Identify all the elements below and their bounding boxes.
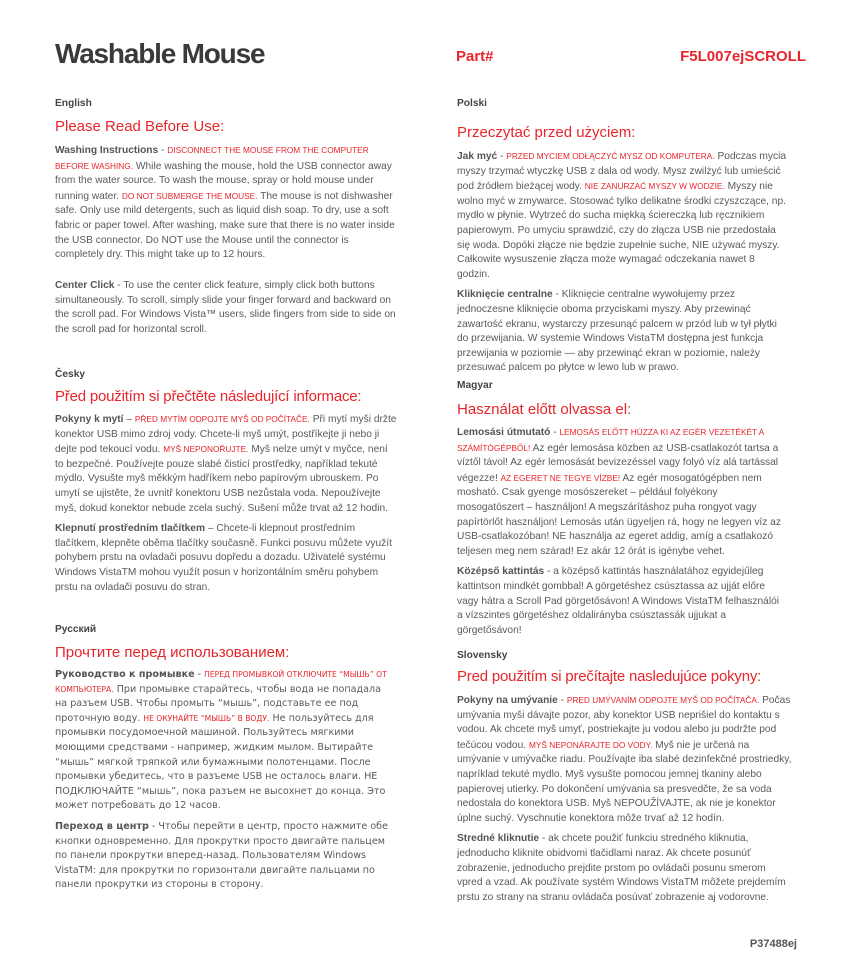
text: Myš nie je určená na umývanie v umývačke riadu. Používajte iba slabé dezinfekčné prostriedky, napríklad tekuté mydlo. Myš vysušte pomocou jemnej tkaniny alebo papierovej utierky. Po dokončení umývania sa presvedčte, že sa voda nedostala do konektora USB. Myš NEPOUŽÍVAJTE, ak nie je konektor úplne suchý. Vyschnutie konektora môže trvať až 12 hodín. (457, 739, 792, 824)
washing-instructions (55, 412, 397, 516)
warning: PŘED MYTÍM ODPOJTE MYŠ OD POČÍTAČE. (134, 414, 310, 424)
text: При промывке старайтесь, чтобы вода не попадала на разъем USB. Чтобы промыть “мышь”, подставьте ее под проточную воду. (55, 683, 382, 724)
text: While washing the mouse, hold the USB connector away from the water source. To wash the mouse, spray or hold mouse under running water. (55, 160, 392, 202)
text: Az egér mosogatógépben nem mosható. Csak gyenge mosószereket – például folyékony mosogatószert – használjon! A megszárításhoz puha rongyot vagy papírtörlőt használjon! Lemosás után ügyeljen rá, hogy ne legyen víz az USB-csatlakozóban! NE használja az egeret addig, amíg a csatlakozó teljesen meg nem szárad! Ez akár 12 órát is igénybe vehet. (457, 472, 781, 557)
text: Při mytí myši držte konektor USB mimo zdroj vody. Chcete-li myš umýt, postříkejte ji nebo ji dejte pod tekoucí vodu. (55, 414, 397, 456)
warning: AZ EGERET NE TEGYE VÍZBE! (500, 472, 621, 483)
separator: - (497, 151, 507, 162)
separator: - (557, 695, 567, 706)
warning: PRZED MYCIEM ODŁĄCZYĆ MYSZ OD KOMPUTERA. (506, 151, 715, 161)
label: Center Click (55, 280, 115, 291)
center-click (457, 832, 792, 905)
section-label-russian: Русский (55, 624, 97, 635)
section-heading-polish: Przeczytać przed użyciem: (457, 124, 636, 141)
warning: DO NOT SUBMERGE THE MOUSE. (121, 190, 258, 201)
section-label-english: English (55, 98, 92, 109)
separator: - (194, 669, 205, 680)
label: Руководство к промывке (55, 669, 195, 680)
label: Középső kattintás (457, 566, 545, 578)
label: Lemosási útmutató (457, 427, 551, 438)
section-body-czech (55, 412, 397, 601)
separator: – (123, 414, 135, 425)
section-label-czech: Česky (55, 369, 86, 380)
warning: DISCONNECT THE MOUSE FROM THE COMPUTER BEFORE WASHING. (55, 145, 369, 171)
separator: - (550, 427, 560, 438)
section-body-russian (55, 668, 390, 899)
section-body-hungarian (457, 425, 785, 644)
section-body-slovak (457, 693, 792, 911)
text: Myš nelze umýt v myčce, není to bezpečné. Používejte pouze slabé čisticí prostředky, například tekuté mýdlo. Vysušte myš měkkým hadříkem nebo papírovým ubrouskem. Po umytí se ujistěte, že uvnitř konektoru USB nezůstala voda. Nepoužívejte myš, dokud konektor nebude zcela suchý. Sušení může trvat až 12 hodin. (55, 444, 388, 514)
section-heading-slovak: Pred použitím si prečítajte nasledujúce pokyny: (457, 668, 762, 685)
label: Washing Instructions (55, 145, 159, 156)
section-body-english (55, 143, 400, 269)
section-heading-russian: Прочтите перед использованием: (55, 644, 290, 661)
text: - a középső kattintás használatához egyidejűleg kattintson mindkét gombbal! A görgetéshez csúsztassa az ujját előre vagy hátra a Scroll Pad görgetősávon! A Windows VistaTM felhasználói a vízszintes görgetéshez oldalirányba csúsztassák ujjukat a görgetősávon! (457, 566, 780, 636)
warning: LEMOSÁS ELŐTT HÚZZA KI AZ EGÉR VEZETÉKÉT A SZÁMÍTÓGÉPBŐL! (457, 427, 764, 453)
washing-instructions (457, 693, 792, 826)
part-label: Part# (456, 48, 494, 65)
text: Не пользуйтесь для промывки посудомоечной машиной. Пользуйтесь мягкими моющими средствами - например, жидким мылом. Вытирайте “мышь” мягкой тряпкой или бумажными полотенцами. После промывки убедитесь, что в разъеме USB не осталось влаги. НЕ ПОДКЛЮЧАЙТЕ “мышь”, пока разъем не высохнет до конца. Это может потребовать до 12 часов. (55, 712, 386, 812)
warning: NIE ZANURZAĆ MYSZY W WODZIE. (584, 181, 725, 192)
label: Stredné kliknutie (457, 833, 540, 845)
text: The mouse is not dishwasher safe. Only use mild detergents, such as liquid dish soap. To dry, use a soft fabric or paper towel. After washing, make sure that there is no water inside the USB connector. Do NOT use the Mouse until the connector is completely dry. This might take up to 12 hours. (55, 190, 395, 261)
section-body-polish (457, 149, 787, 382)
label: Pokyny k mytí (55, 414, 124, 425)
label: Переход в центр (55, 820, 149, 832)
section-label-polish: Polski (457, 98, 488, 109)
text: Počas umývania myši dávajte pozor, aby konektor USB neprišiel do kontaktu s vodou. Ak chcete myš umyť, postriekajte ju vodou alebo ju podržte pod tečúcou vodou. (457, 695, 791, 751)
section-heading-czech: Před použitím si přečtěte následující informace: (55, 388, 362, 405)
label: Pokyny na umývanie (457, 695, 558, 706)
label: Jak myć (457, 151, 498, 162)
section-heading-hungarian: Használat előtt olvassa el: (457, 401, 632, 418)
text: - To use the center click feature, simply click both buttons simultaneously. To scroll, simply slide your finger forward and backward on the scroll pad. For Windows Vista™ users, slide fingers from side to side on the scroll pad for horizontal scroll. (55, 280, 396, 335)
center-click (457, 288, 787, 376)
warning: НЕ ОКУНАЙТЕ “МЫШЬ” В ВОДУ. (143, 713, 270, 723)
section-body-english-2 (55, 279, 400, 343)
section-heading-english: Please Read Before Use: (55, 118, 225, 135)
warning: ПЕРЕД ПРОМЫВКОЙ ОТКЛЮЧИТЕ “МЫШЬ” ОТ КОМПЬЮТЕРА. (55, 670, 387, 694)
warning: MYŠ NEPONOŘUJTE. (163, 444, 249, 455)
label: Kliknięcie centralne (457, 289, 553, 301)
warning: MYŠ NEPONÁRAJTE DO VODY. (528, 739, 653, 750)
center-click (55, 820, 390, 893)
section-label-hungarian: Magyar (457, 380, 493, 391)
text: - Чтобы перейти в центр, просто нажмите обе кнопки одновременно. Для прокрутки просто двигайте пальцем по панели прокрутки вперед-назад. Пользователям Windows VistaTM: для прокрутки по горизонтали двигайте пальцами по панели прокрутки из стороны в сторону. (55, 820, 388, 891)
washing-instructions (55, 143, 400, 263)
label: Klepnutí prostředním tlačítkem (55, 523, 206, 535)
washing-instructions (457, 149, 787, 282)
text: Podczas mycia myszy trzymać wtyczkę USB z dala od wody. Mysz zwilżyć lub umieścić pod źródłem bieżącej wody. (457, 151, 786, 193)
warning: PRED UMÝVANÍM ODPOJTE MYŠ OD POČÍTAČA. (566, 695, 760, 705)
section-label-slovak: Slovensky (457, 650, 508, 661)
text: Myszy nie wolno myć w zmywarce. Stosować tylko delikatne środki czyszczące, np. mydło w płynie. Wytrzeć do sucha miękką ściereczką lub ręcznikiem papierowym. Po umyciu sprawdzić, czy do złącza USB nie przedostała się woda. Dopóki złącze nie będzie zupełnie suche, NIE używać myszy. Całkowite wysuszenie złącza może wymagać odczekania nawet 8 godzin. (457, 181, 786, 280)
washing-instructions (55, 668, 390, 814)
text: - ak chcete použiť funkciu stredného kliknutia, jednoducho kliknite obidvomi tlačidlami naraz. Ak chcete posunúť zobrazenie, jednoducho prejdite prstom po ovládači posunu smerom vpred a vzad. Ak používate systém Windows VistaTM môžete prejdemím prstu zo strany na stranu ovládača posúvať zobrazenie aj vodorovne. (457, 833, 786, 903)
separator: - (158, 145, 168, 156)
center-click (457, 565, 785, 638)
text: – Chcete-li klepnout prostředním tlačítkem, klepněte oběma tlačítky současně. Funkci posuvu můžete využít pohybem prstu na ovladači posuvu dopředu a dozadu. Uživatelé systému Windows VistaTM mohou využít posun v horizontálním směru pohybem prstu na ovladači posuvu do stran. (55, 523, 392, 593)
document-code: P37488ej (749, 938, 797, 950)
part-number: F5L007ejSCROLL (680, 48, 806, 65)
center-click (55, 279, 400, 337)
text: Az egér lemosása közben az USB-csatlakozót tartsa a víztől távol! Az egér lemosását bevizezéssel vagy folyó víz alá tartással végezze! (457, 442, 779, 484)
page-title: Washable Mouse (55, 38, 265, 69)
washing-instructions (457, 425, 785, 559)
center-click (55, 522, 397, 595)
text: - Kliknięcie centralne wywołujemy przez jednoczesne kliknięcie oboma przyciskami myszy. Aby przewinąć zawartość ekranu, wystarczy przesunąć palcem w przód lub w tył płytki do przewijania. W systemie Windows VistaTM dostępna jest funkcja przewijania w poziomie — aby przewinąć ekran w poziomie, należy przesuwać palcem po płytce w lewo lub w prawo. (457, 289, 777, 374)
